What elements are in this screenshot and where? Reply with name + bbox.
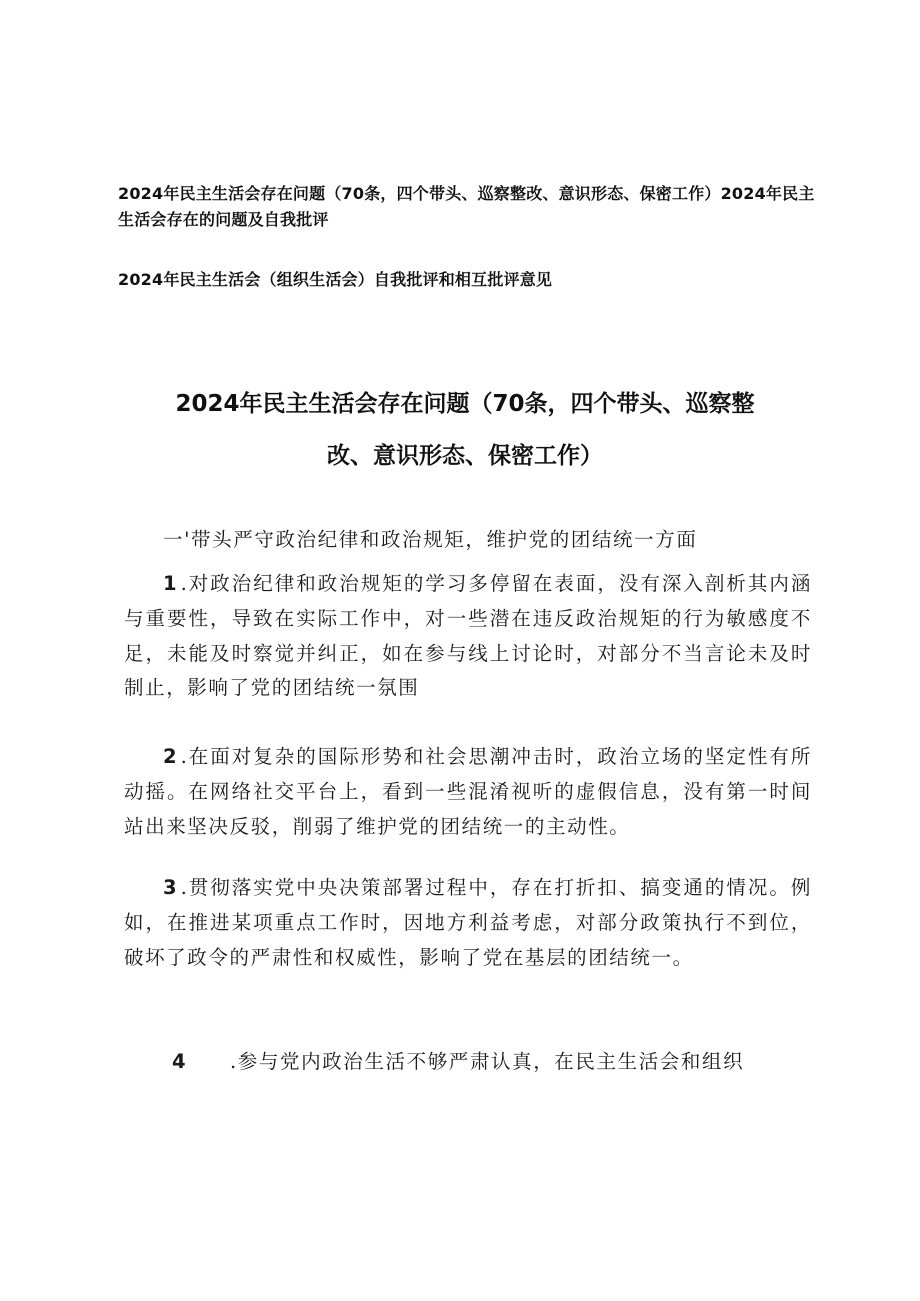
item-number: 2 xyxy=(163,745,181,768)
document-title xyxy=(120,378,810,482)
document-title-line-2: 改、意识形态、保密工作） xyxy=(327,443,603,469)
list-item xyxy=(124,567,812,706)
item-text: .贯彻落实党中央决策部署过程中，存在打折扣、搞变通的情况。例如，在推进某项重点工作时，因地方利益考虑，对部分政策执行不到位，破坏了政令的严肃性和权威性，影响了党在基层的团结统一。 xyxy=(124,876,812,969)
item-number: 1 xyxy=(163,572,181,595)
section-heading: 一'带头严守政治纪律和政治规矩，维护党的团结统一方面 xyxy=(163,528,698,551)
document-title-line-1: 2024年民主生活会存在问题（70条，四个带头、巡察整 xyxy=(175,391,755,417)
header-subtitle-line: 2024年民主生活会（组织生活会）自我批评和相互批评意见 xyxy=(118,270,553,289)
item-number: 3 xyxy=(163,876,181,899)
list-item xyxy=(124,740,812,844)
item-number: 4 xyxy=(172,1050,188,1073)
list-item xyxy=(124,1045,812,1080)
header-title-line: 2024年民主生活会存在问题（70条，四个带头、巡察整改、意识形态、保密工作）2024年民主生活会存在的问题及自我批评 xyxy=(118,184,815,229)
item-text: .在面对复杂的国际形势和社会思潮冲击时，政治立场的坚定性有所动摇。在网络社交平台上，看到一些混淆视听的虚假信息，没有第一时间站出来坚决反驳，削弱了维护党的团结统一的主动性。 xyxy=(124,745,812,838)
item-text: .对政治纪律和政治规矩的学习多停留在表面，没有深入剖析其内涵与重要性，导致在实际工作中，对一些潜在违反政治规矩的行为敏感度不足，未能及时察觉并纠正，如在参与线上讨论时，对部分不当言论未及时制止，影响了党的团结统一氛围 xyxy=(124,572,812,700)
list-item xyxy=(124,871,812,975)
item-text: .参与党内政治生活不够严肃认真，在民主生活会和组织 xyxy=(230,1050,745,1073)
